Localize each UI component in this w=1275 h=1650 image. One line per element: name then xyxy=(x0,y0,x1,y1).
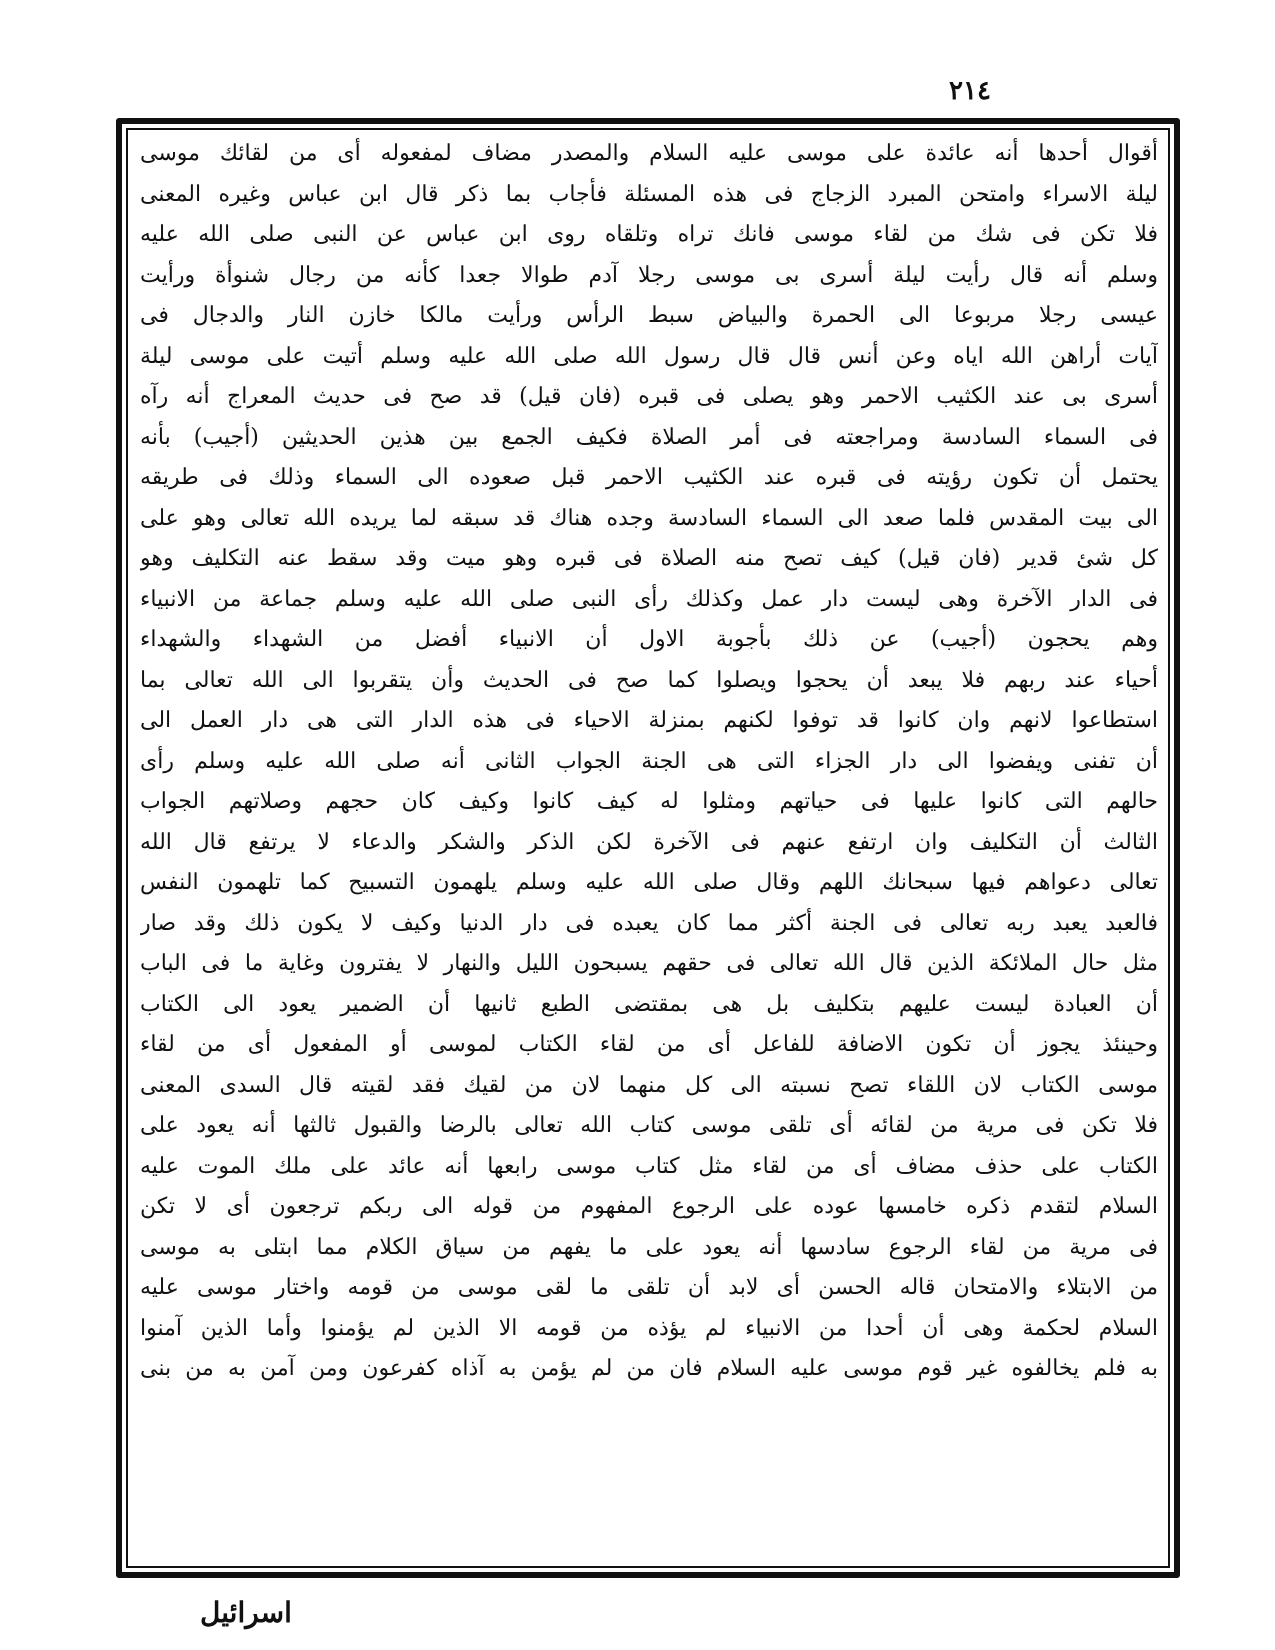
text-line: أن تفنى ويفضوا الى دار الجزاء التى هى الجنة الجواب الثانى أنه صلى الله عليه وسلم رأى xyxy=(140,748,1158,774)
text-line: السلام لحكمة وهى أن أحدا من الانبياء لم يؤذه من قومه الا الذين لم يؤمنوا وأما الذين آمنوا xyxy=(140,1315,1158,1341)
text-line: حالهم التى كانوا عليها فى حياتهم ومثلوا له كيف كانوا وكيف كان حجهم وصلاتهم الجواب xyxy=(140,789,1158,814)
page-number: ٢١٤ xyxy=(949,76,991,106)
text-line: استطاعوا لانهم وان كانوا قد توفوا لكنهم بمنزلة الاحياء فى هذه الدار التى هى دار العمل الى xyxy=(140,708,1158,733)
text-line: فى الدار الآخرة وهى ليست دار عمل وكذلك رأى النبى صلى الله عليه وسلم جماعة من الانبياء xyxy=(140,586,1158,612)
text-line: يحتمل أن تكون رؤيته فى قبره عند الكثيب الاحمر قبل صعوده الى السماء وذلك فى طريقه xyxy=(140,465,1158,490)
text-line: آيات أراهن الله اياه وعن أنس قال قال رسول الله صلى الله عليه وسلم أتيت على موسى ليلة xyxy=(140,343,1158,369)
text-line: مثل حال الملائكة الذين قال الله تعالى فى حقهم يسبحون الليل والنهار لا يفترون وغاية ما فى الباب xyxy=(140,951,1158,976)
text-line: من الابتلاء والامتحان قاله الحسن أى لابد أن تلقى ما لقى موسى من قومه واختار موسى عليه xyxy=(140,1275,1158,1300)
main-text xyxy=(140,134,1158,1564)
text-line: الثالث أن التكليف وان ارتفع عنهم فى الآخرة لكن الذكر والشكر والدعاء لا يرتفع قال الله xyxy=(140,829,1158,855)
text-line: موسى الكتاب لان اللقاء تصح نسبته الى كل منهما لان من لقيك فقد لقيته قال السدى المعنى xyxy=(140,1072,1158,1098)
text-line: فالعبد يعبد ربه تعالى فى الجنة أكثر مما كان يعبده فى دار الدنيا وكيف لا يكون ذلك وقد صار xyxy=(140,910,1158,936)
text-line: عيسى رجلا مربوعا الى الحمرة والبياض سبط الرأس ورأيت مالكا خازن النار والدجال فى xyxy=(140,303,1158,328)
text-line: به فلم يخالفوه غير قوم موسى عليه السلام فان من لم يؤمن به آذاه كفرعون ومن آمن به من بنى xyxy=(140,1356,1158,1381)
text-line: كل شئ قدير (فان قيل) كيف تصح منه الصلاة فى قبره وهو ميت وقد سقط عنه التكليف وهو xyxy=(140,546,1158,571)
text-line: أسرى بى عند الكثيب الاحمر وهو يصلى فى قبره (فان قيل) قد صح فى حديث المعراج أنه رآه xyxy=(140,384,1158,409)
text-line: الى بيت المقدس فلما صعد الى السماء السادسة وجده هناك قد سبقه لما يريده الله تعالى وهو على xyxy=(140,505,1158,531)
text-line: تعالى دعواهم فيها سبحانك اللهم وقال صلى الله عليه وسلم يلهمون التسبيح كما تلهمون النفس xyxy=(140,870,1158,895)
text-line: أن العبادة ليست عليهم بتكليف بل هى بمقتضى الطبع ثانيها أن الضمير يعود الى الكتاب xyxy=(140,991,1158,1017)
text-line: وهم يحجون (أجيب) عن ذلك بأجوبة الاول أن الانبياء أفضل من الشهداء والشهداء xyxy=(140,627,1158,652)
text-line: فلا تكن فى شك من لقاء موسى فانك تراه وتلقاه روى ابن عباس عن النبى صلى الله عليه xyxy=(140,222,1158,247)
text-line: السلام لتقدم ذكره خامسها عوده على الرجوع المفهوم من قوله الى ربكم ترجعون أى لا تكن xyxy=(140,1194,1158,1219)
text-line: وحينئذ يجوز أن تكون الاضافة للفاعل أى من لقاء الكتاب لموسى أو المفعول أى من لقاء xyxy=(140,1032,1158,1057)
text-line: أقوال أحدها أنه عائدة على موسى عليه السلام والمصدر مضاف لمفعوله أى من لقائك موسى xyxy=(140,141,1158,166)
text-line: الكتاب على حذف مضاف أى من لقاء مثل كتاب موسى رابعها أنه عائد على ملك الموت عليه xyxy=(140,1153,1158,1179)
text-line: وسلم أنه قال رأيت ليلة أسرى بى موسى رجلا آدم طوالا جعدا كأنه من رجال شنوأة ورأيت xyxy=(140,262,1158,288)
text-line: فلا تكن فى مرية من لقائه أى تلقى موسى كتاب الله تعالى بالرضا والقبول ثالثها أنه يعود على xyxy=(140,1113,1158,1138)
text-line: فى مرية من لقاء الرجوع سادسها أنه يعود على ما يفهم من سياق الكلام مما ابتلى به موسى xyxy=(140,1234,1158,1260)
text-line: فى السماء السادسة ومراجعته فى أمر الصلاة فكيف الجمع بين هذين الحديثين (أجيب) بأنه xyxy=(140,424,1158,450)
text-line: أحياء عند ربهم فلا يبعد أن يحجوا ويصلوا كما صح فى الحديث وأن يتقربوا الى الله تعالى بما xyxy=(140,667,1158,693)
text-line: ليلة الاسراء وامتحن المبرد الزجاج فى هذه المسئلة فأجاب بما ذكر قال ابن عباس وغيره المعنى xyxy=(140,181,1158,207)
catchword: اسرائيل xyxy=(200,1596,292,1629)
